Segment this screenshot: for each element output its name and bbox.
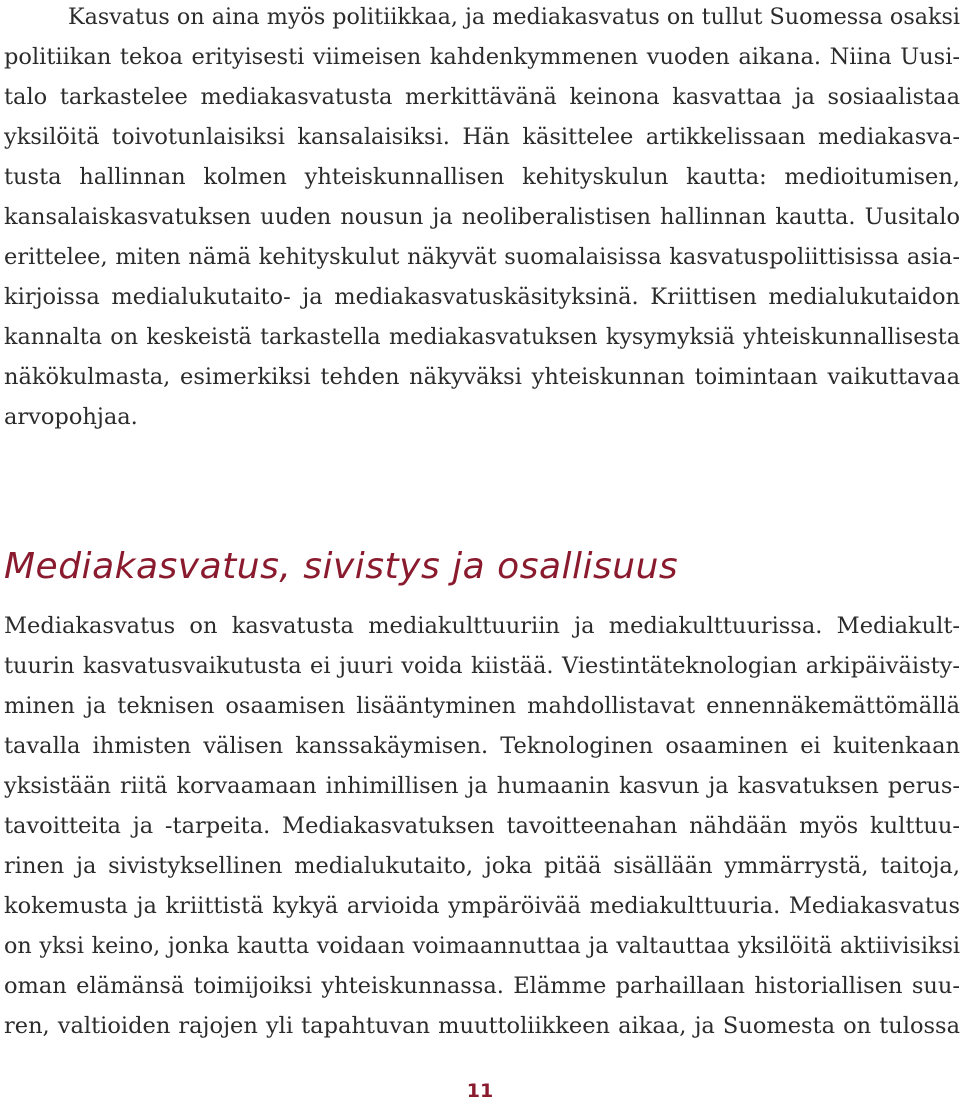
- paragraph-line: näkökulmasta, esimerkiksi tehden näkyväksi yhteiskunnan toimintaan vaikuttavaa: [4, 364, 960, 390]
- paragraph-line: kirjoissa medialukutaito- ja mediakasvatuskäsityksinä. Kriittisen medialukutaidon: [4, 284, 960, 310]
- paragraph-line: tavoitteita ja -tarpeita. Mediakasvatuksen tavoitteenahan nähdään myös kulttuu-: [4, 813, 960, 839]
- paragraph-line: tusta hallinnan kolmen yhteiskunnallisen kehityskulun kautta: medioitumisen,: [4, 164, 960, 190]
- paragraph-line: kannalta on keskeistä tarkastella mediakasvatuksen kysymyksiä yhteiskunnallisesta: [4, 324, 960, 350]
- paragraph-line: tuurin kasvatusvaikutusta ei juuri voida kiistää. Viestintäteknologian arkipäiväisty-: [4, 653, 960, 679]
- paragraph-line: yksistään riitä korvaamaan inhimillisen ja humaanin kasvun ja kasvatuksen perus-: [4, 773, 960, 799]
- paragraph-line: talo tarkastelee mediakasvatusta merkittävänä keinona kasvattaa ja sosiaalistaa: [4, 84, 960, 110]
- paragraph-line: on yksi keino, jonka kautta voidaan voimaannuttaa ja valtauttaa yksilöitä aktiivisiksi: [4, 933, 960, 959]
- paragraph-line: ren, valtioiden rajojen yli tapahtuvan muuttoliikkeen aikaa, ja Suomesta on tulossa: [4, 1013, 960, 1039]
- paragraph-line: erittelee, miten nämä kehityskulut näkyvät suomalaisissa kasvatuspoliittisissa asia-: [4, 244, 960, 270]
- page-number: 11: [466, 1080, 494, 1102]
- paragraph-line: Kasvatus on aina myös politiikkaa, ja mediakasvatus on tullut Suomessa osaksi: [68, 4, 960, 30]
- paragraph-line: rinen ja sivistyksellinen medialukutaito, joka pitää sisällään ymmärrystä, taitoja,: [4, 853, 960, 879]
- paragraph-line: arvopohjaa.: [4, 404, 138, 430]
- paragraph-line: minen ja teknisen osaamisen lisääntyminen mahdollistavat ennennäkemättömällä: [4, 693, 960, 719]
- paragraph-line: oman elämänsä toimijoiksi yhteiskunnassa. Elämme parhaillaan historiallisen suu-: [4, 973, 960, 999]
- paragraph-line: kansalaiskasvatuksen uuden nousun ja neoliberalistisen hallinnan kautta. Uusitalo: [4, 204, 960, 230]
- paragraph-line: yksilöitä toivotunlaisiksi kansalaisiksi. Hän käsittelee artikkelissaan mediakasva-: [4, 124, 960, 150]
- section-heading: Mediakasvatus, sivistys ja osallisuus: [4, 546, 679, 587]
- paragraph-line: Mediakasvatus on kasvatusta mediakulttuuriin ja mediakulttuurissa. Mediakult-: [4, 613, 960, 639]
- paragraph-line: tavalla ihmisten välisen kanssakäymisen. Teknologinen osaaminen ei kuitenkaan: [4, 733, 960, 759]
- paragraph-line: kokemusta ja kriittistä kykyä arvioida ympäröivää mediakulttuuria. Mediakasvatus: [4, 893, 960, 919]
- paragraph-line: politiikan tekoa erityisesti viimeisen kahdenkymmenen vuoden aikana. Niina Uusi-: [4, 44, 960, 70]
